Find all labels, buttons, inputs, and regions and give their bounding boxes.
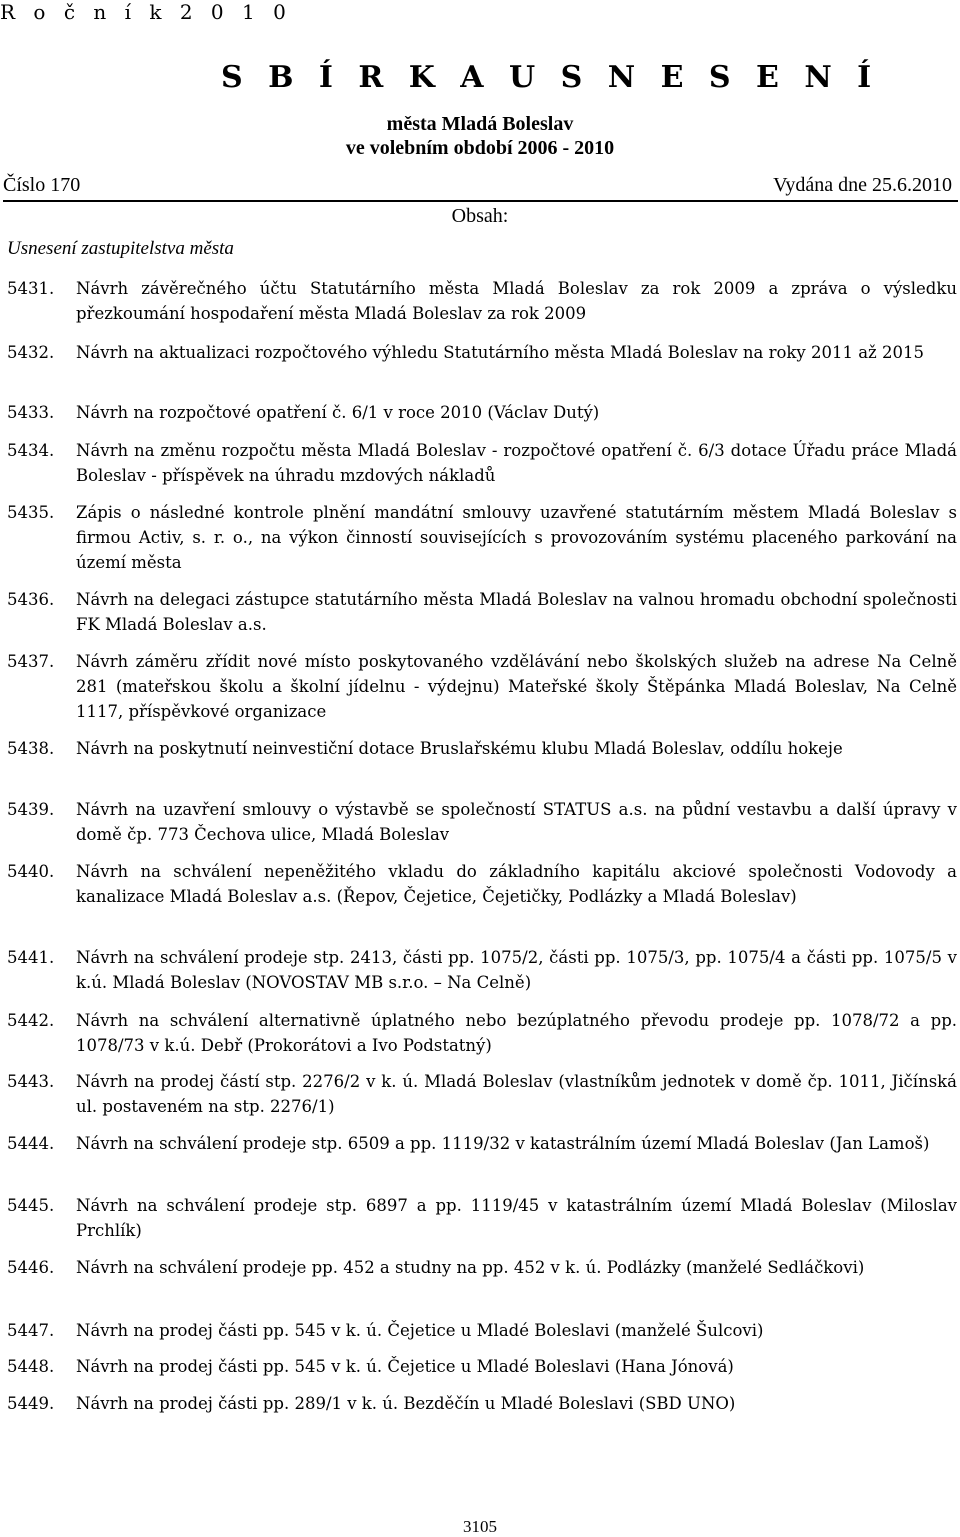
resolution-item <box>7 1131 957 1156</box>
resolution-number: 5446. <box>7 1258 55 1277</box>
resolution-number: 5431. <box>7 279 55 298</box>
resolution-number: 5438. <box>7 739 55 758</box>
resolution-text: Návrh na schválení prodeje stp. 6509 a pp. 1119/32 v katastrálním území Mladá Boleslav (Jan Lamoš) <box>76 1134 930 1153</box>
resolution-item <box>7 649 957 724</box>
resolution-text: Návrh na prodej části pp. 545 v k. ú. Čejetice u Mladé Boleslavi (Hana Jónová) <box>76 1357 734 1376</box>
page-number: 3105 <box>463 1517 497 1536</box>
document-title: S B Í R K A U S N E S E N Í <box>221 60 879 95</box>
resolution-number: 5440. <box>7 862 55 881</box>
resolution-text: Návrh na schválení prodeje pp. 452 a studny na pp. 452 v k. ú. Podlázky (manželé Sedláčkovi) <box>76 1258 865 1277</box>
resolution-text: Návrh na prodej části pp. 545 v k. ú. Čejetice u Mladé Boleslavi (manželé Šulcovi) <box>76 1321 764 1340</box>
resolution-number: 5433. <box>7 403 55 422</box>
resolution-number: 5432. <box>7 343 55 362</box>
issue-number: Číslo 170 <box>3 174 81 196</box>
resolution-item <box>7 797 957 847</box>
resolution-text: Návrh na schválení alternativně úplatného nebo bezúplatného převodu prodeje pp. 1078/72 a pp. 1078/73 v k.ú. Debř (Prokorátovi a Ivo Podstatný) <box>76 1011 957 1055</box>
resolution-number: 5437. <box>7 652 55 671</box>
resolution-item <box>7 587 957 637</box>
document-subtitle-term: ve volebním období 2006 - 2010 <box>345 137 615 159</box>
resolution-text: Zápis o následné kontrole plnění mandátní smlouvy uzavřené statutárním městem Mladá Boleslav s firmou Activ, s. r. o., na výkon činností souvisejících s provozováním systému placeného parkování na území města <box>76 503 957 572</box>
issue-date: Vydána dne 25.6.2010 <box>773 174 952 196</box>
resolution-number: 5443. <box>7 1072 55 1091</box>
resolution-text: Návrh na poskytnutí neinvestiční dotace Bruslařskému klubu Mladá Boleslav, oddílu hokeje <box>76 739 843 758</box>
resolution-text: Návrh na schválení nepeněžitého vkladu do základního kapitálu akciové společnosti Vodovody a kanalizace Mladá Boleslav a.s. (Řepov, Čejetice, Čejetičky, Podlázky a Mladá Boleslav) <box>76 862 957 906</box>
resolution-text: Návrh závěrečného účtu Statutárního města Mladá Boleslav za rok 2009 a zpráva o výsledku přezkoumání hospodaření města Mladá Boleslav za rok 2009 <box>76 279 957 323</box>
resolution-number: 5449. <box>7 1394 55 1413</box>
resolution-text: Návrh na aktualizaci rozpočtového výhledu Statutárního města Mladá Boleslav na roky 2011 až 2015 <box>76 343 924 362</box>
resolution-text: Návrh na prodej části pp. 289/1 v k. ú. Bezděčín u Mladé Boleslavi (SBD UNO) <box>76 1394 736 1413</box>
resolution-text: Návrh na schválení prodeje stp. 2413, části pp. 1075/2, části pp. 1075/3, pp. 1075/4 a části pp. 1075/5 v k.ú. Mladá Boleslav (NOVOSTAV MB s.r.o. – Na Celně) <box>76 948 957 992</box>
resolution-item <box>7 859 957 909</box>
volume-year: R o č n í k 2 0 1 0 <box>0 0 292 24</box>
resolution-text: Návrh na uzavření smlouvy o výstavbě se společností STATUS a.s. na půdní vestavbu a další úpravy v domě čp. 773 Čechova ulice, Mladá Boleslav <box>76 800 957 844</box>
resolution-number: 5442. <box>7 1011 55 1030</box>
resolution-number: 5441. <box>7 948 55 967</box>
issue-row <box>3 174 958 202</box>
resolution-item <box>7 438 957 488</box>
resolution-item <box>7 400 957 425</box>
resolution-number: 5439. <box>7 800 55 819</box>
resolution-number: 5445. <box>7 1196 55 1215</box>
resolution-item <box>7 736 957 761</box>
resolution-item <box>7 945 957 995</box>
resolution-item <box>7 1354 957 1379</box>
contents-heading: Obsah: <box>451 205 509 227</box>
resolution-text: Návrh na prodej částí stp. 2276/2 v k. ú. Mladá Boleslav (vlastníkům jednotek v domě čp. 1011, Jičínská ul. postaveném na stp. 2276/1) <box>76 1072 957 1116</box>
resolution-text: Návrh záměru zřídit nové místo poskytovaného vzdělávání nebo školských služeb na adrese Na Celně 281 (mateřskou školu a školní jídelnu - výdejnu) Mateřské školy Štěpánka Mladá Boleslav, Na Celně 1117, příspěvkové organizace <box>76 652 957 721</box>
document-subtitle-city: města Mladá Boleslav <box>386 113 574 135</box>
resolution-text: Návrh na změnu rozpočtu města Mladá Boleslav - rozpočtové opatření č. 6/3 dotace Úřadu práce Mladá Boleslav - příspěvek na úhradu mzdových nákladů <box>76 441 957 485</box>
section-heading: Usnesení zastupitelstva města <box>7 238 234 259</box>
resolution-number: 5448. <box>7 1357 55 1376</box>
resolution-text: Návrh na delegaci zástupce statutárního města Mladá Boleslav na valnou hromadu obchodní společnosti FK Mladá Boleslav a.s. <box>76 590 957 634</box>
resolution-number: 5436. <box>7 590 55 609</box>
resolution-item <box>7 276 957 326</box>
resolution-item <box>7 1008 957 1058</box>
resolution-item <box>7 1318 957 1343</box>
resolution-item <box>7 1193 957 1243</box>
resolution-item <box>7 1255 957 1280</box>
resolution-number: 5447. <box>7 1321 55 1340</box>
resolution-item <box>7 500 957 575</box>
resolution-item <box>7 1391 957 1416</box>
resolution-number: 5434. <box>7 441 55 460</box>
resolution-item <box>7 340 957 365</box>
resolution-number: 5444. <box>7 1134 55 1153</box>
resolution-item <box>7 1069 957 1119</box>
resolution-text: Návrh na rozpočtové opatření č. 6/1 v roce 2010 (Václav Dutý) <box>76 403 600 422</box>
resolution-text: Návrh na schválení prodeje stp. 6897 a pp. 1119/45 v katastrálním území Mladá Boleslav (Miloslav Prchlík) <box>76 1196 957 1240</box>
resolution-number: 5435. <box>7 503 55 522</box>
